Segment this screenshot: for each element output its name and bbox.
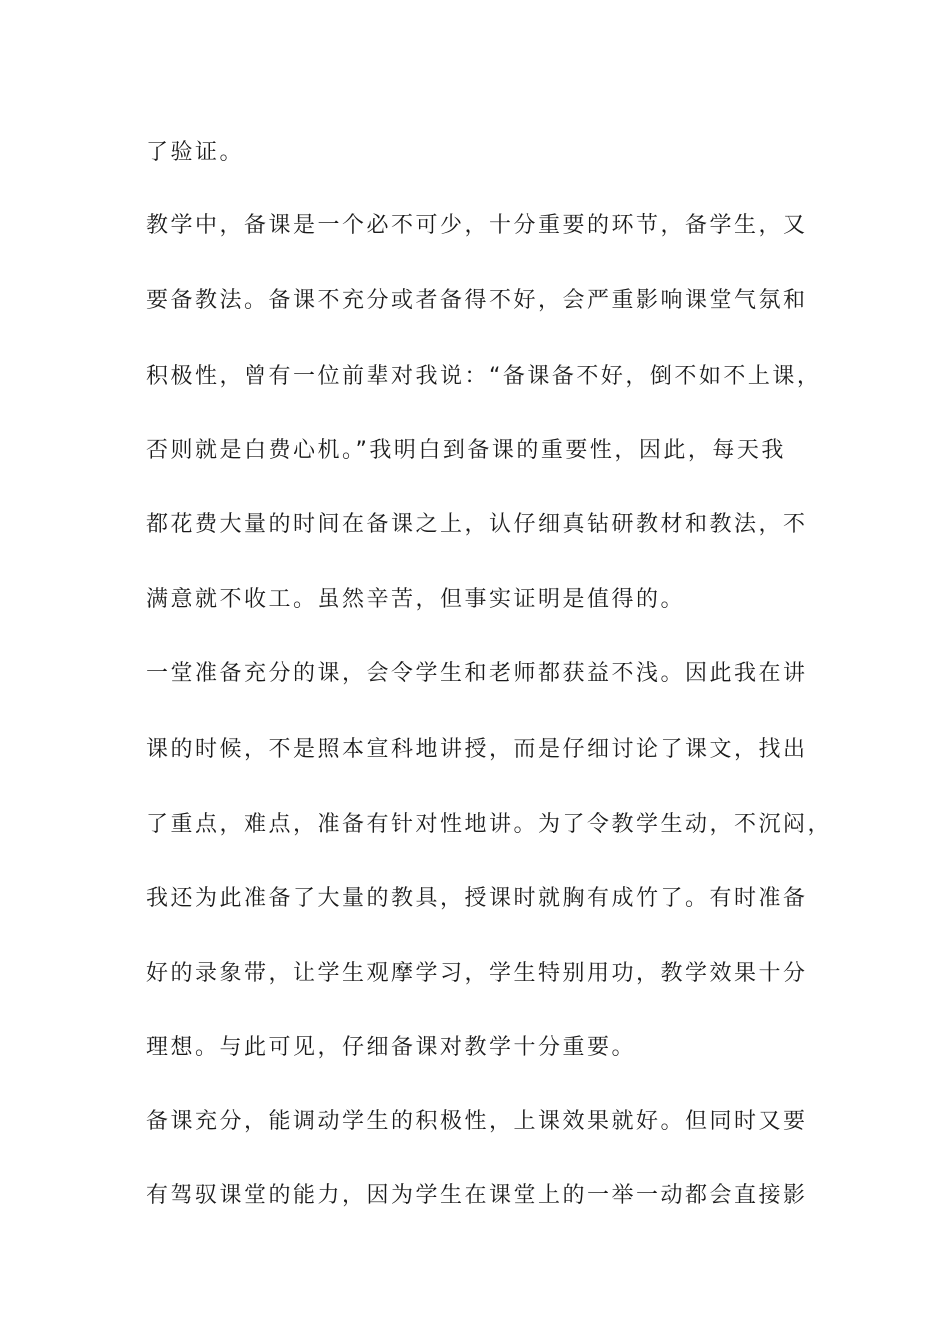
- text-line: 了验证。: [146, 140, 245, 165]
- text-line: 要备教法。备课不充分或者备得不好，会严重影响课堂气氛和: [146, 288, 808, 313]
- text-line: 我还为此准备了大量的教具，授课时就胸有成竹了。有时准备: [146, 886, 808, 911]
- text-line: 教学中，备课是一个必不可少，十分重要的环节，备学生，又: [146, 213, 808, 238]
- text-line: 有驾驭课堂的能力，因为学生在课堂上的一举一动都会直接影: [146, 1183, 808, 1208]
- text-line: 满意就不收工。虽然辛苦，但事实证明是值得的。: [146, 587, 686, 612]
- text-line: 都花费大量的时间在备课之上，认仔细真钻研教材和教法，不: [146, 512, 808, 537]
- text-line: 好的录象带，让学生观摩学习，学生特别用功，教学效果十分: [146, 961, 808, 986]
- text-line: 一堂准备充分的课，会令学生和老师都获益不浅。因此我在讲: [146, 661, 808, 686]
- text-line: 否则就是白费心机。”我明白到备课的重要性，因此，每天我: [146, 438, 786, 463]
- text-line: 积极性，曾有一位前辈对我说：“备课备不好，倒不如不上课，: [146, 364, 822, 389]
- text-line: 理想。与此可见，仔细备课对教学十分重要。: [146, 1035, 637, 1060]
- text-line: 备课充分，能调动学生的积极性，上课效果就好。但同时又要: [146, 1109, 808, 1134]
- text-line: 了重点，难点，准备有针对性地讲。为了令教学生动，不沉闷，: [146, 812, 833, 837]
- text-line: 课的时候，不是照本宣科地讲授，而是仔细讨论了课文，找出: [146, 737, 808, 762]
